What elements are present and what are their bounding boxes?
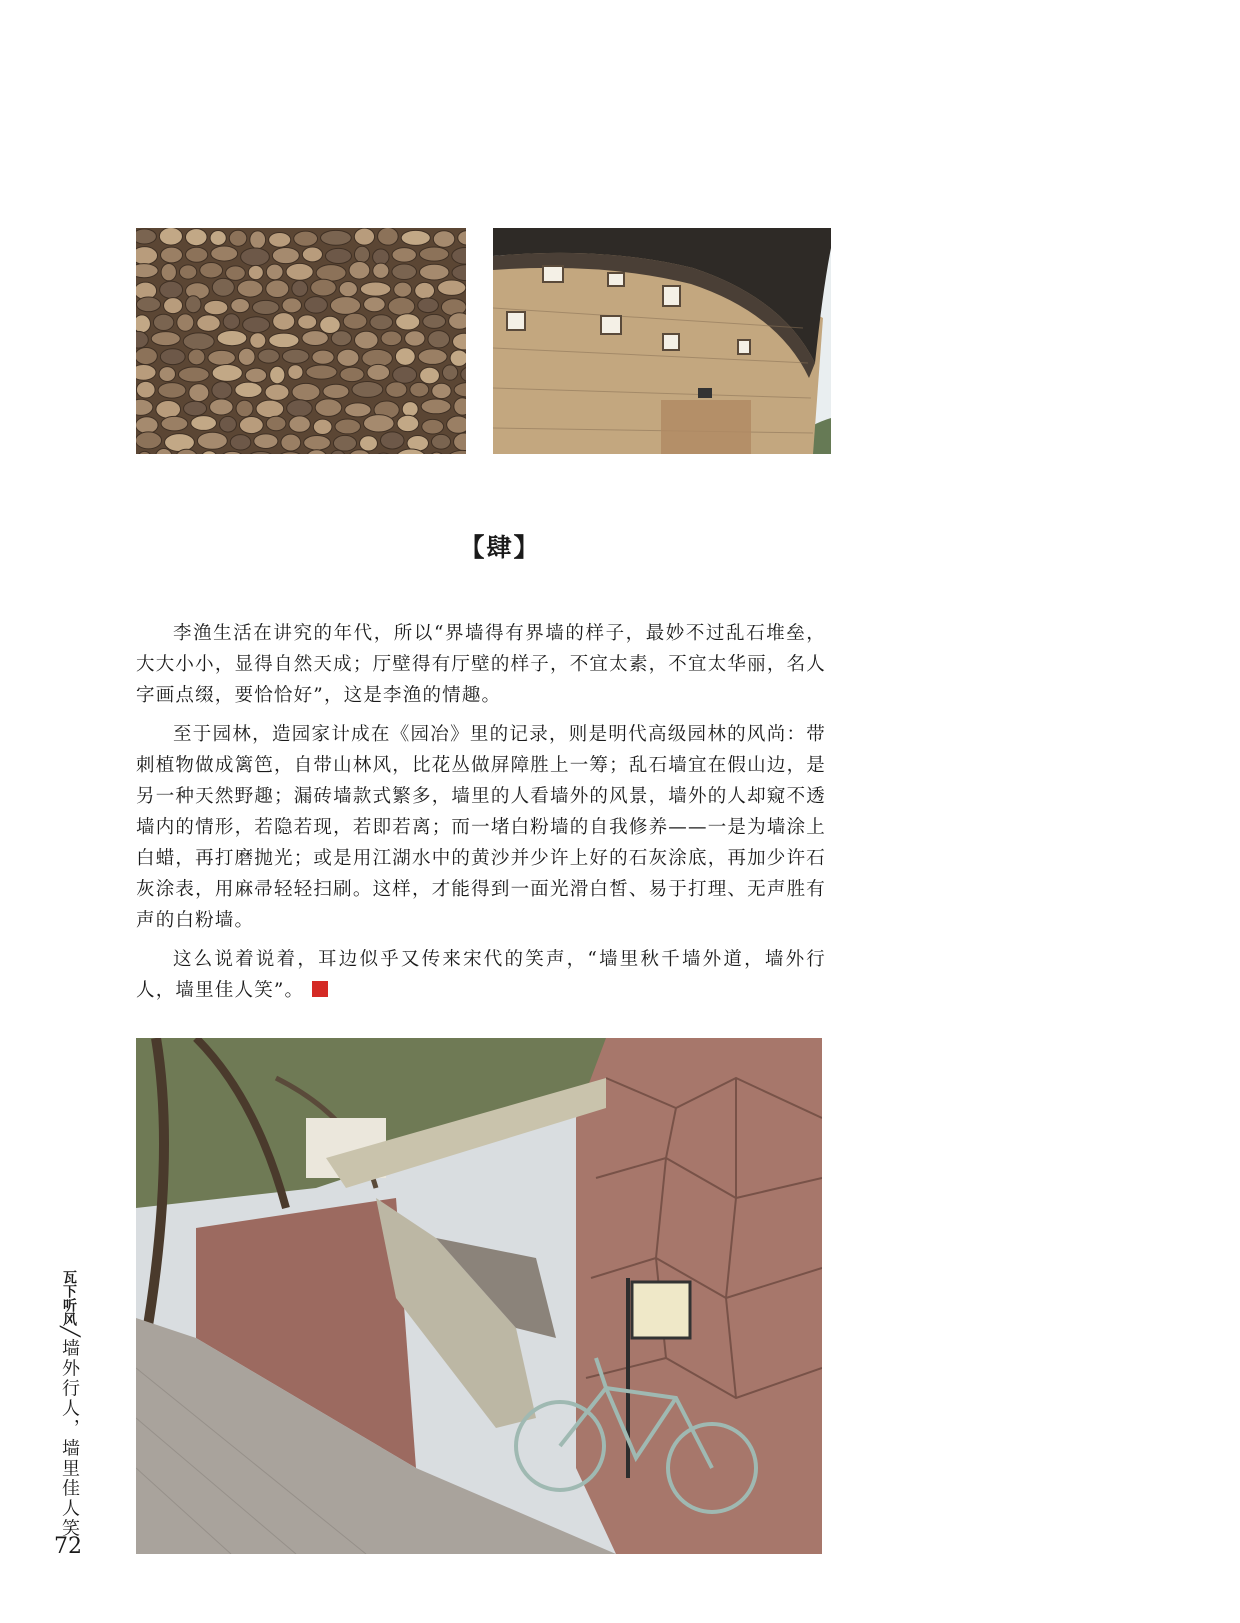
- paragraph-2: 至于园林，造园家计成在《园冶》里的记录，则是明代高级园林的风尚：带刺植物做成篱笆，自带山林风，比花丛做屏障胜上一筹；乱石墙宜在假山边，是另一种天然野趣；漏砖墙款式繁多，墙里的人看墙外的风景，墙外的人却窥不透墙内的情形，若隐若现，若即若离；而一堵白粉墙的自我修养——一是为墙涂上白蜡，再打磨抛光；或是用江湖水中的黄沙并少许上好的石灰涂底，再加少许石灰涂表，用麻帚轻轻扫刷。这样，才能得到一面光滑白皙、易于打理、无声胜有声的白粉墙。: [136, 724, 826, 931]
- section-heading: 【肆】: [459, 533, 541, 562]
- chapter-title: 墙外行人，墙里佳人笑: [59, 1338, 80, 1539]
- earthen-round-building-photo: [493, 228, 831, 454]
- paragraph-1: 李渔生活在讲究的年代，所以“界墙得有界墙的样子，最妙不过乱石堆垒，大大小小，显得自然天成；厅壁得有厅壁的样子，不宜太素，不宜太华丽，名人字画点缀，要恰恰好”，这是李渔的情趣。: [136, 623, 826, 706]
- paragraph-3-text: 这么说着说着，耳边似乎又传来宋代的笑声，“墙里秋千墙外道，墙外行人，墙里佳人笑”。: [136, 949, 826, 1001]
- rubble-stone-wall-photo: [136, 228, 466, 454]
- running-header: [54, 1270, 84, 1539]
- end-of-article-mark: [312, 981, 328, 997]
- article-body: [136, 618, 826, 1014]
- title-separator: ╱: [59, 1326, 80, 1339]
- series-title: 瓦下听风: [61, 1270, 77, 1326]
- paragraph-3: [136, 944, 826, 1006]
- stone-wall-street-with-bicycle-photo: [136, 1038, 822, 1554]
- page-number: 72: [54, 1534, 82, 1559]
